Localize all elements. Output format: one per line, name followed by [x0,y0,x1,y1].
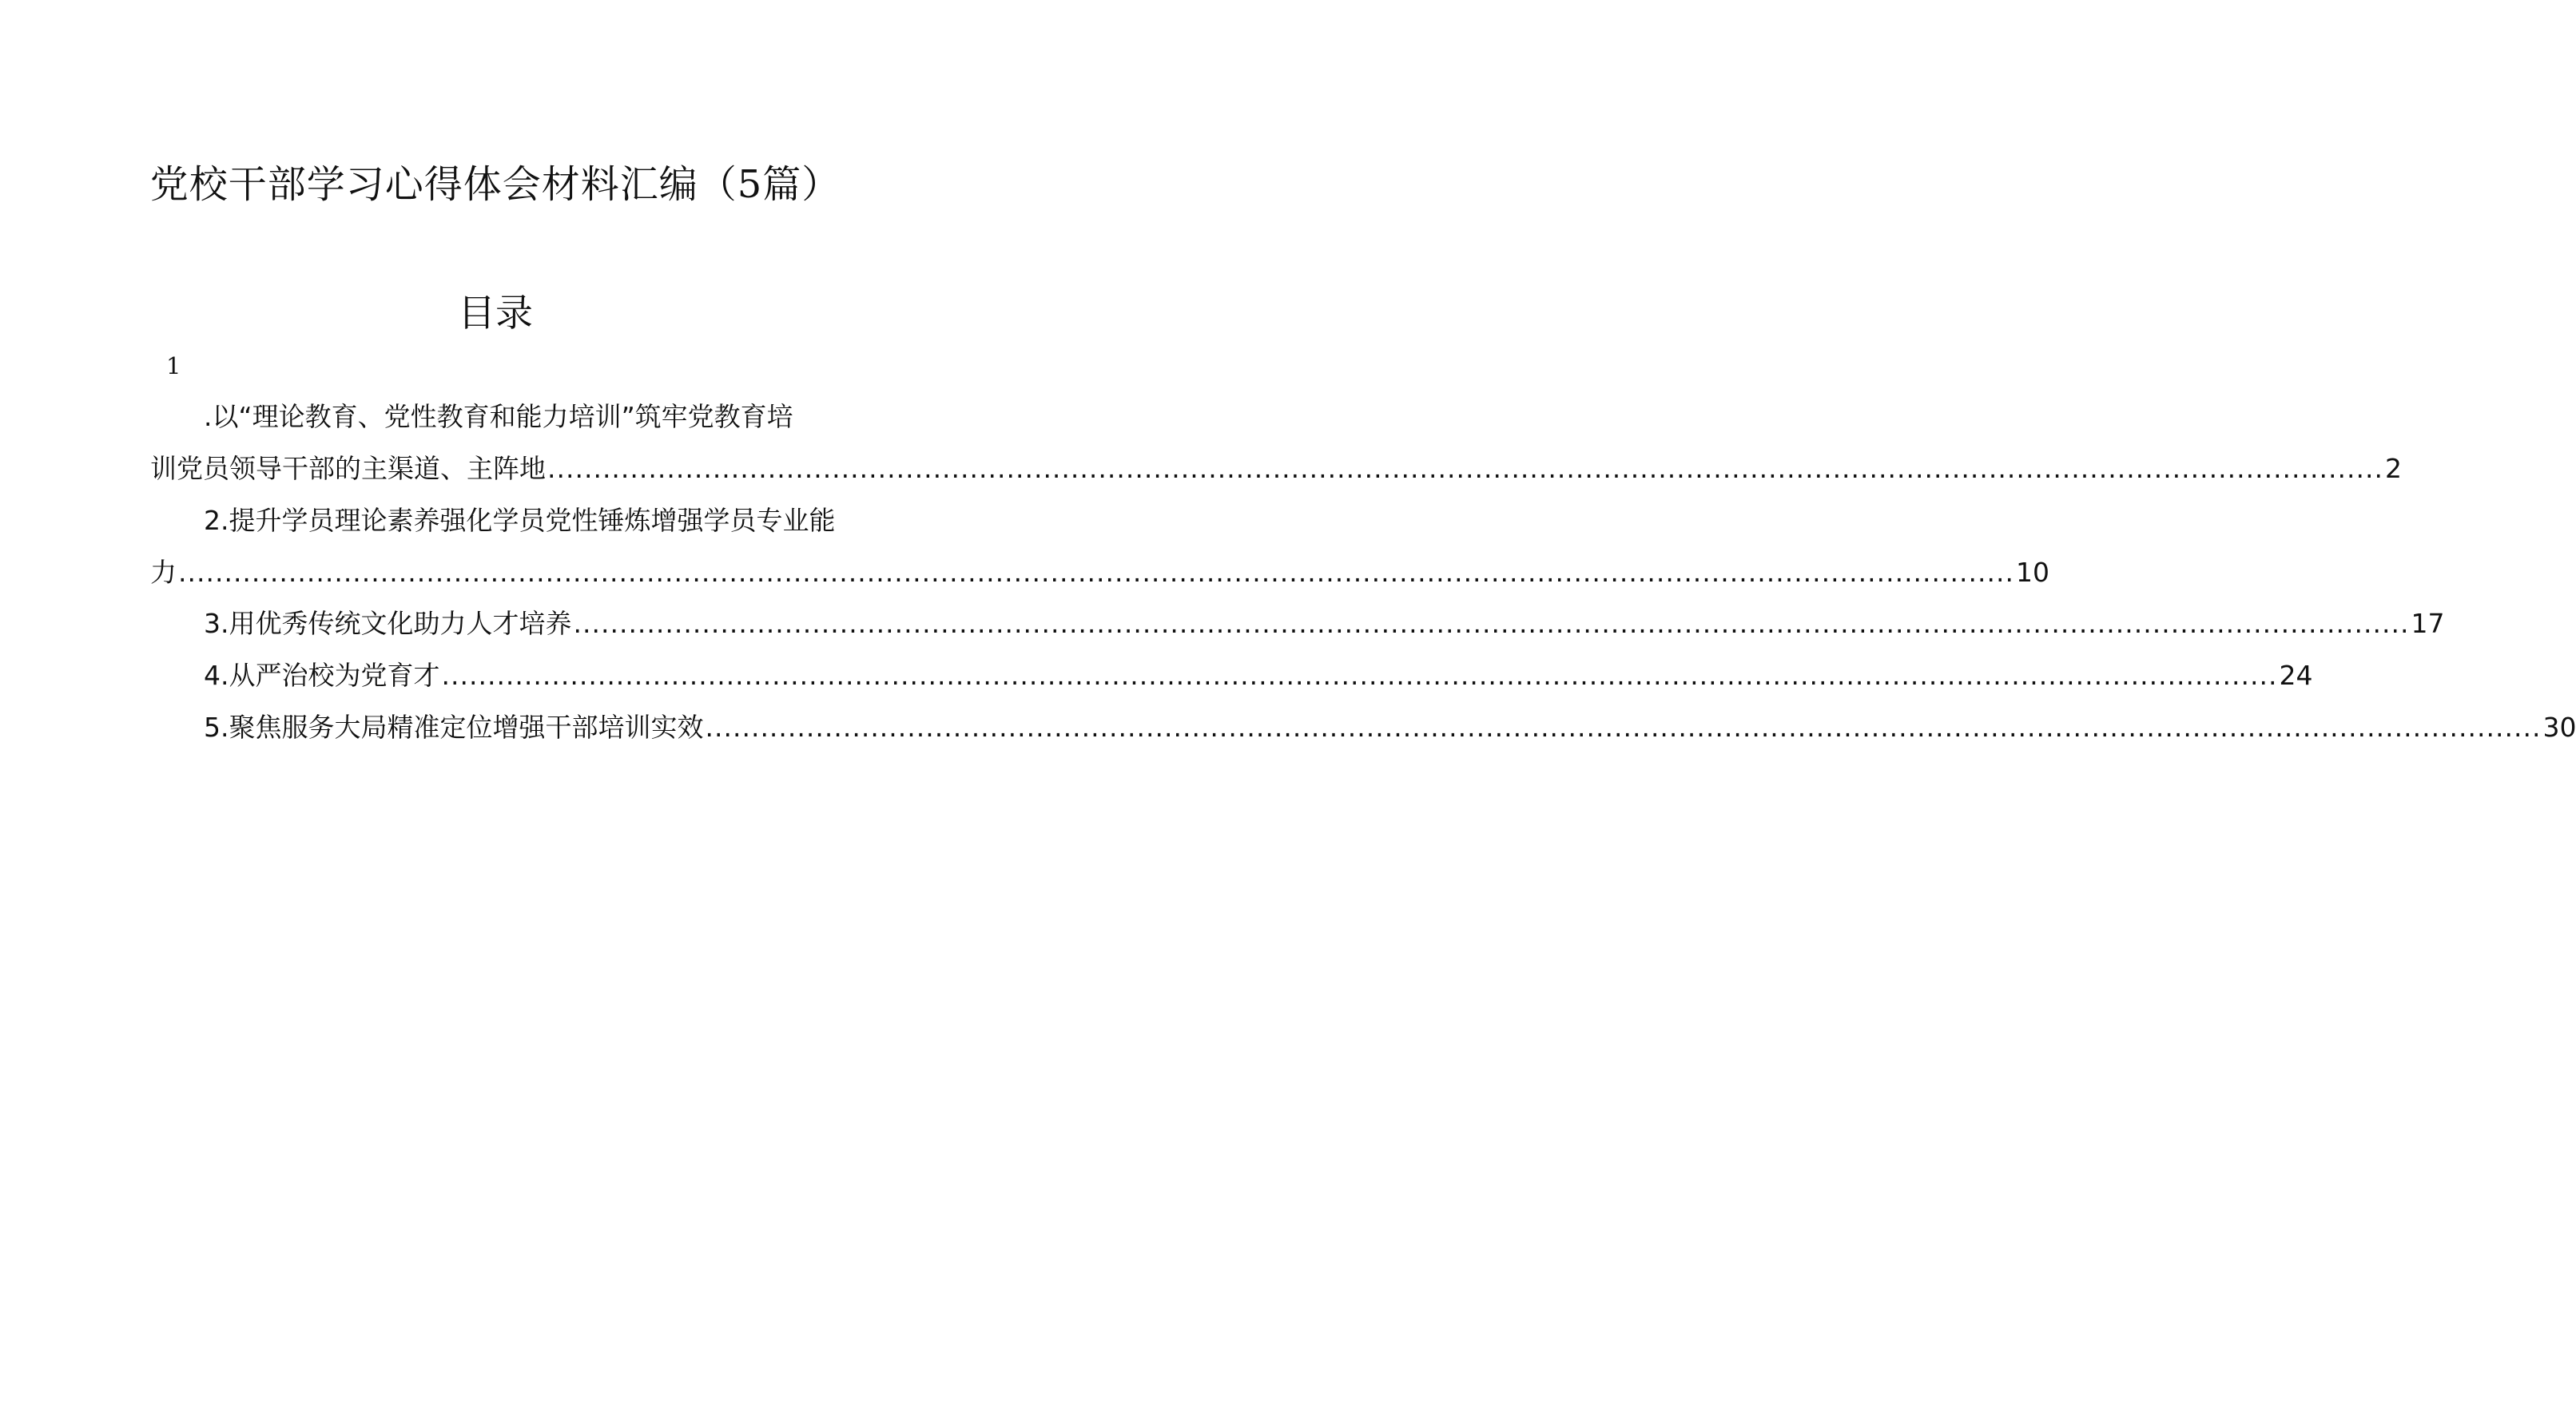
toc-entry-4-page: 24 [2279,660,2313,691]
toc-entry-1-line-1: .以“理论教育、党性教育和能力培训”筑牢党教育培 [204,401,793,432]
toc-entry-2-page: 10 [2015,557,2049,588]
toc-entry-1-page: 2 [2384,453,2402,484]
toc-entry-3-text: 3.用优秀传统文化助力人才培养 [204,608,572,639]
toc-entry-2-text: 力 [150,557,177,588]
toc-leader-dots: ........................................................................................................................................................................................................ [178,557,2014,588]
toc-entry-3-line [204,604,2445,644]
toc-entry-1-text: 训党员领导干部的主渠道、主阵地 [150,453,546,484]
title-text: 党校干部学习心得体会材料汇编（ [149,162,737,207]
toc-entry-3-page: 17 [2411,608,2445,639]
toc-entry-4-line [204,656,2313,696]
toc-marker: 1 [166,352,181,379]
toc-entry-2-line-1: 2.提升学员理论素养强化学员党性锤炼增强学员专业能 [204,505,836,536]
toc-leader-dots: ........................................................................................................................................................................................................ [547,453,2383,484]
title-suffix: 篇） [762,162,841,207]
toc-entry-5-line [204,708,2576,748]
toc-entry-5-text: 5.聚焦服务大局精准定位增强干部培训实效 [204,712,704,743]
toc-entry-4-text: 4.从严治校为党育才 [204,660,440,691]
title-number: 5 [737,162,763,207]
toc-leader-dots: ........................................................................................................................................................................................................ [573,608,2410,639]
toc-leader-dots: ........................................................................................................................................................................................................ [705,712,2542,743]
toc-entry-2-line-2 [150,553,2049,593]
toc-entry-1-line-2 [150,449,2402,489]
toc-heading: 目录 [458,292,533,335]
toc-entry-5-page: 30 [2542,712,2576,743]
document-title [0,157,991,212]
toc-leader-dots: ........................................................................................................................................................................................................ [441,660,2278,691]
